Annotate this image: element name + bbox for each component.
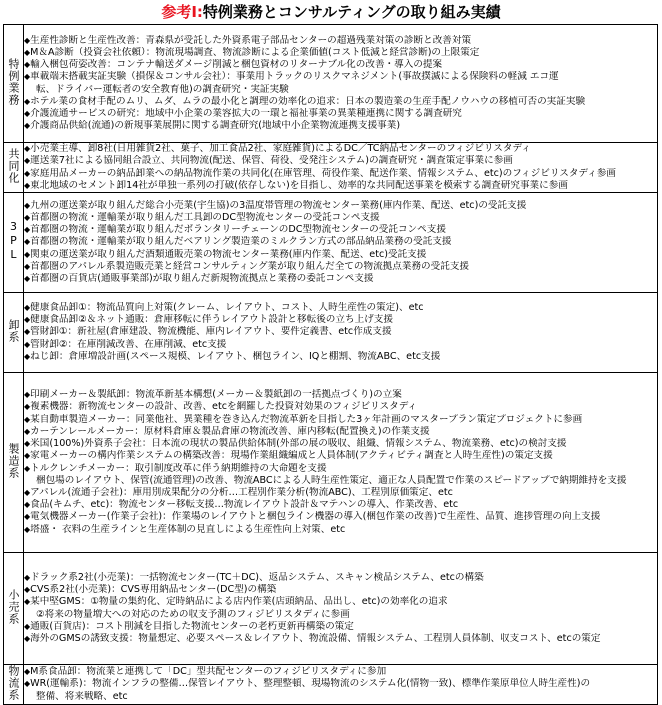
list-item-text: 転、ドライバー運転者の安全教育他)の調査研究・実証実験 bbox=[36, 83, 289, 95]
diamond-bullet-icon: ◆ bbox=[24, 390, 31, 400]
diamond-bullet-icon: ◆ bbox=[24, 144, 31, 154]
section-items bbox=[24, 553, 658, 665]
diamond-bullet-icon: ◆ bbox=[24, 156, 31, 166]
list-item-text: ホテル業の食材手配のムリ、ムダ、ムラの最小化と調理の効率化の追求：日本の製造業の生産手配ノウハウの移植可否の実証実験 bbox=[30, 95, 586, 107]
list-item bbox=[24, 84, 657, 96]
list-item bbox=[24, 414, 657, 426]
list-item-text: M＆A診断（投資会社依頼）：物流現場調査、物流診断による企業価値(コスト低減と経営診断)の上限策定 bbox=[30, 46, 480, 58]
list-item bbox=[24, 401, 657, 413]
list-item bbox=[24, 168, 657, 180]
list-item bbox=[24, 499, 657, 511]
list-item bbox=[24, 120, 657, 132]
list-item bbox=[24, 596, 657, 608]
list-item bbox=[24, 314, 657, 326]
diamond-bullet-icon: ◆ bbox=[24, 339, 31, 349]
section-category bbox=[4, 553, 24, 665]
list-item-text: 某自動車製造メーカー：同業他社、異業種を巻き込んだ物流革新を目指した3ヶ年計画のマスタープラン策定プロジェクトに参画 bbox=[30, 413, 583, 425]
section-items bbox=[24, 193, 658, 293]
list-item bbox=[24, 678, 657, 690]
list-item-text: 首都圏の物流・運輸業が取り組んだボランタリーチェーンのDC型物流センターの受託コンペ支援 bbox=[30, 224, 446, 236]
list-item-text: 関東の運送業が取り組んだ酒類通販売業の物流センター業務(庫内作業、配送、etc)受託支援 bbox=[30, 248, 427, 260]
list-item bbox=[24, 389, 657, 401]
list-item bbox=[24, 212, 657, 224]
section-items bbox=[24, 143, 658, 193]
list-item-text: 塔盛・ 衣料の生産ラインと生産体制の見直しによる生産性向上対策、etc bbox=[30, 523, 346, 535]
section-items bbox=[24, 293, 658, 373]
list-item bbox=[24, 143, 657, 155]
diamond-bullet-icon: ◆ bbox=[24, 225, 31, 235]
list-item bbox=[24, 426, 657, 438]
diamond-bullet-icon: ◆ bbox=[24, 180, 31, 190]
diamond-bullet-icon: ◆ bbox=[24, 439, 31, 449]
list-item bbox=[24, 487, 657, 499]
diamond-bullet-icon: ◆ bbox=[24, 679, 31, 689]
diamond-bullet-icon: ◆ bbox=[24, 327, 31, 337]
list-item bbox=[24, 200, 657, 212]
section-items bbox=[24, 25, 658, 143]
diamond-bullet-icon: ◆ bbox=[24, 451, 31, 461]
diamond-bullet-icon: ◆ bbox=[24, 302, 31, 312]
list-item-text: 健康食品卸①：物流品質向上対策(クレーム、レイアウト、コスト、人時生産性の策定)、etc bbox=[30, 301, 424, 313]
diamond-bullet-icon: ◆ bbox=[24, 249, 31, 259]
diamond-bullet-icon: ◆ bbox=[24, 524, 31, 534]
list-item-text: 運送業7社による協同組合設立、共同物流(配送、保管、荷役、受発注システム)の調査研究・調査策定事業に参画 bbox=[30, 155, 513, 167]
list-item bbox=[24, 339, 657, 351]
list-item-text: 梱包場のレイアウト、保管(流通管理)の改善、物流ABCによる人時生産性策定、適正な人員配置で作業のスピードアップで納期維持を支援 bbox=[36, 474, 627, 486]
list-item-text: 通販(百貨店)：コスト削減を目指した物流センターの老朽更新再構築の策定 bbox=[30, 620, 354, 632]
diamond-bullet-icon: ◆ bbox=[24, 463, 31, 473]
diamond-bullet-icon: ◆ bbox=[24, 512, 31, 522]
section-category-label: 卸系 bbox=[7, 319, 20, 343]
list-item bbox=[24, 35, 657, 47]
section-row bbox=[4, 553, 658, 665]
list-item-text: 海外のGMSの誘致支援：物量想定、必要スペース＆レイアウト、物流設備、情報システム、工程別人員体制、収支コスト、etcの策定 bbox=[30, 632, 601, 644]
section-row bbox=[4, 193, 658, 293]
diamond-bullet-icon: ◆ bbox=[24, 108, 31, 118]
diamond-bullet-icon: ◆ bbox=[24, 121, 31, 131]
list-item-text: ねじ卸：倉庫増設計画(スペース規模、レイアウト、梱包ライン、IQと棚割、物流ABC、etc支援 bbox=[30, 350, 441, 362]
diamond-bullet-icon: ◆ bbox=[24, 261, 31, 271]
list-item-text: トルクレンチメーカー：取引制度改革に伴う納期維持の大命題を支援 bbox=[30, 462, 327, 474]
list-item-text: 輸入梱包荷姿改善：コンテナ輸送ダメージ削減と梱包資材のリターナブル化の改善・導入の提案 bbox=[30, 59, 443, 71]
list-item bbox=[24, 584, 657, 596]
list-item bbox=[24, 108, 657, 120]
list-item bbox=[24, 302, 657, 314]
list-item bbox=[24, 71, 657, 83]
section-items bbox=[24, 665, 658, 705]
list-item bbox=[24, 326, 657, 338]
diamond-bullet-icon: ◆ bbox=[24, 414, 31, 424]
list-item-text: アパレル(流通子会社)：庫用別成果配分の分析…工程別作業分析(物流ABC)、工程別原価策定、etc bbox=[30, 486, 453, 498]
list-item-text: 介護商品供給(流通)の新規事業展開に関する調査研究(地域中小企業物流連携支援事業) bbox=[30, 120, 401, 132]
list-item-text: 小売業主導、卸8社(日用雑貨2社、菓子、加工食品2社、家庭雑貨)によるDC／TC納品センターのフィジビリスタディ bbox=[30, 143, 531, 155]
list-item bbox=[24, 224, 657, 236]
diamond-bullet-icon: ◆ bbox=[24, 487, 31, 497]
list-item-text: 電気機器メーカー(作業子会社)：作業場のレイアウトと梱包ライン機器の導入(梱包作業の改善)で生産性、品質、進捗管理の向上支援 bbox=[30, 511, 601, 523]
list-item bbox=[24, 438, 657, 450]
list-item bbox=[24, 524, 657, 536]
list-item-text: 首都圏の百貨店(通販事業部)が取り組んだ新規物流拠点と業務の委託コンペ支援 bbox=[30, 273, 374, 284]
list-item-text: ②将来の物量増大への対応のための収支予測のフィジビリスタディに参画 bbox=[36, 608, 350, 620]
list-item-text: ドラック系2社(小売業)：一括物流センター(TC＋DC)、返品システム、スキャン検品システム、etcの構築 bbox=[30, 571, 484, 583]
section-row bbox=[4, 143, 658, 193]
list-item-text: CVS系2社(小売業)：CVS専用納品センター(DC型)の構築 bbox=[30, 584, 277, 596]
list-item bbox=[24, 609, 657, 621]
list-item-text: 複素機器：新物流センターの設計、改善、etcを網羅した投資対効果のフィジビリスタディ bbox=[30, 401, 418, 413]
list-item-text: 家電メーカーの構内作業システムの構築改善：現場作業組織編成と人員体制(アクティビティ調査と人時生産性)の策定支援 bbox=[30, 450, 553, 462]
list-item-text: 九州の運送業が取り組んだ総合小売業(宇生協)の3温度帯管理の物流センター業務(庫内作業、配送、etc)の受託支援 bbox=[30, 199, 527, 211]
diamond-bullet-icon: ◆ bbox=[24, 237, 31, 247]
list-item bbox=[24, 96, 657, 108]
diamond-bullet-icon: ◆ bbox=[24, 667, 31, 677]
diamond-bullet-icon: ◆ bbox=[24, 200, 31, 210]
list-item-text: 介護流通サービスの研究：地域中小企業の業容拡大の一環と福祉事業の異業種連携に関する調査研究 bbox=[30, 107, 462, 119]
list-item bbox=[24, 666, 657, 678]
list-item bbox=[24, 572, 657, 584]
diamond-bullet-icon: ◆ bbox=[24, 402, 31, 412]
section-row bbox=[4, 665, 658, 705]
section-category-label: 物流系 bbox=[7, 665, 20, 701]
list-item bbox=[24, 450, 657, 462]
section-category-label: 3PL bbox=[7, 220, 20, 262]
diamond-bullet-icon: ◆ bbox=[24, 315, 31, 325]
diamond-bullet-icon: ◆ bbox=[24, 597, 31, 607]
list-item-text: カーテンレールメーカー：原材料倉庫＆製品倉庫の物流改善、庫内移転(配置換え)の作業支援 bbox=[30, 425, 430, 437]
diamond-bullet-icon: ◆ bbox=[24, 168, 31, 178]
section-category-label: 小売系 bbox=[7, 589, 20, 625]
section-items bbox=[24, 373, 658, 553]
list-item bbox=[24, 59, 657, 71]
section-category-label: 特例業務 bbox=[7, 58, 20, 106]
diamond-bullet-icon: ◆ bbox=[24, 35, 31, 45]
list-item bbox=[24, 180, 657, 192]
list-item-text: 米国(100%)外資系子会社：日本流の現状の製品供給体制(外部の展の吸収、組織、情報システム、物流業務、etc)の検討支援 bbox=[30, 438, 567, 450]
list-item-text: 東北地域のセメント卸14社が単独一系列の打破(依存しない)を目指し、効率的な共同配送事業を模索する調査研究事業に参画 bbox=[30, 179, 568, 191]
list-item-text: 印刷メーカー＆製紙卸：物流革新基本構想(メーカー＆製紙卸の一括拠点づくり)の立案 bbox=[30, 389, 402, 401]
diamond-bullet-icon: ◆ bbox=[24, 633, 31, 643]
list-item bbox=[24, 155, 657, 167]
title-ref-label: 参考Ⅰ: bbox=[161, 3, 203, 21]
diamond-bullet-icon: ◆ bbox=[24, 212, 31, 222]
page-title bbox=[0, 2, 662, 22]
section-category bbox=[4, 665, 24, 705]
section-category bbox=[4, 293, 24, 373]
achievements-table bbox=[3, 24, 658, 705]
list-item bbox=[24, 511, 657, 523]
list-item-text: 管財卸②：在庫削減改善、在庫削減、etc支援 bbox=[30, 338, 227, 350]
title-main-text: 特例業務とコンサルティングの取り組み実績 bbox=[202, 3, 501, 21]
list-item bbox=[24, 47, 657, 59]
diamond-bullet-icon: ◆ bbox=[24, 47, 31, 57]
diamond-bullet-icon: ◆ bbox=[24, 72, 31, 82]
diamond-bullet-icon: ◆ bbox=[24, 351, 31, 361]
section-category-label: 製造系 bbox=[7, 443, 20, 479]
section-category bbox=[4, 373, 24, 553]
section-category-label: 共同化 bbox=[7, 148, 20, 184]
diamond-bullet-icon: ◆ bbox=[24, 585, 31, 595]
diamond-bullet-icon: ◆ bbox=[24, 274, 31, 283]
section-category bbox=[4, 143, 24, 193]
section-row bbox=[4, 293, 658, 373]
list-item-text: 某中堅GMS：①物量の集約化、定時納品による店内作業(店頭納品、品出し、etc)の効率化の追求 bbox=[30, 596, 448, 608]
diamond-bullet-icon: ◆ bbox=[24, 500, 31, 510]
section-category bbox=[4, 193, 24, 293]
list-item bbox=[24, 273, 657, 285]
list-item bbox=[24, 351, 657, 363]
list-item-text: 生産性診断と生産性改善：青森県が受託した外資系電子部品センターの超過残業対策の診断と改善対策 bbox=[30, 34, 472, 46]
diamond-bullet-icon: ◆ bbox=[24, 621, 31, 631]
diamond-bullet-icon: ◆ bbox=[24, 60, 31, 70]
list-item bbox=[24, 236, 657, 248]
list-item-text: 整備、将来戦略、etc bbox=[36, 690, 128, 702]
list-item-text: 家庭用品メーカーの納品卸業への納品物流作業の共同化(在庫管理、荷役作業、配送作業、情報システム、etc)のフィジビリスタディ参画 bbox=[30, 167, 617, 179]
list-item bbox=[24, 633, 657, 645]
section-row bbox=[4, 373, 658, 553]
list-item-text: 管財卸①：新社屋(倉庫建設、物流機能、庫内レイアウト、要件定義書、etc作成支援 bbox=[30, 326, 392, 338]
list-item bbox=[24, 621, 657, 633]
list-item bbox=[24, 463, 657, 475]
list-item-text: 食品(キムチ、etc)：物流センター移転支援…物流レイアウト設計＆マテハンの導入、作業改善、etc bbox=[30, 499, 459, 511]
list-item-text: WR(運輸系)：物流インフラの整備…保管レイアウト、整理整頓、現場物流のシステム化(情物一致)、標準作業原単位人時生産性)の bbox=[30, 678, 591, 690]
list-item-text: 首都圏のアパレル系製造販売業と経営コンサルティング業が取り組んだ全ての物流拠点業務の受託支援 bbox=[30, 260, 470, 272]
section-category bbox=[4, 25, 24, 143]
list-item bbox=[24, 691, 657, 703]
list-item-text: 首都圏の物流・運輸業が取り組んだ工具卸のDC型物流センターの受託コンペ支援 bbox=[30, 211, 380, 223]
diamond-bullet-icon: ◆ bbox=[24, 96, 31, 106]
list-item bbox=[24, 261, 657, 273]
list-item bbox=[24, 249, 657, 261]
list-item-text: 健康食品卸②＆ネット通販：倉庫移転に伴うレイアウト設計と移転後の立ち上げ支援 bbox=[30, 314, 393, 326]
section-row bbox=[4, 25, 658, 143]
list-item-text: M系食品卸：物流業と連携して「DC」型共配センターのフィジビリスタディに参加 bbox=[30, 666, 387, 678]
diamond-bullet-icon: ◆ bbox=[24, 426, 31, 436]
list-item-text: 車載端末搭載実証実験（損保＆コンサル会社）：事業用トラックのリスクマネジメント(事故撲滅による保険料の軽減 エコ運 bbox=[30, 71, 559, 83]
diamond-bullet-icon: ◆ bbox=[24, 572, 31, 582]
list-item-text: 首都圏の物流・運輸業が取り組んだベアリング製造業のミルクラン方式の部品納品業務の受託支援 bbox=[30, 236, 452, 248]
list-item bbox=[24, 475, 657, 487]
